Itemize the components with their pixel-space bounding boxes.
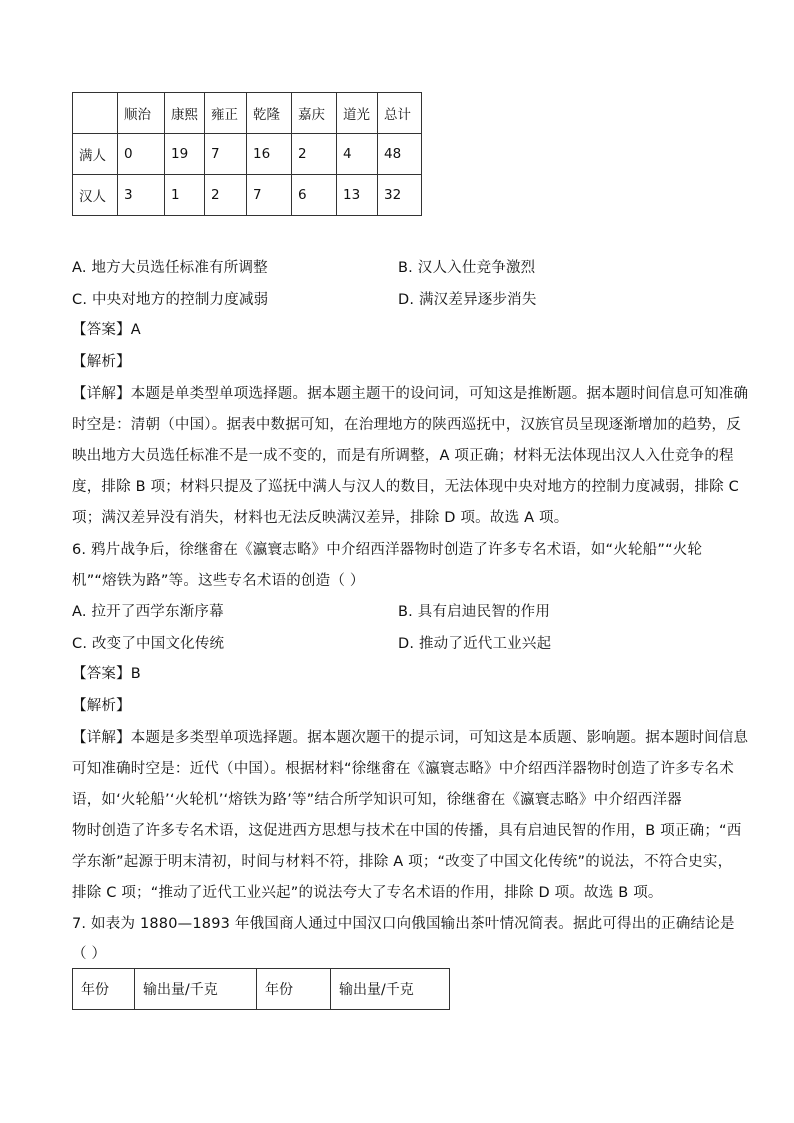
q5-detail-line: 时空是：清朝（中国）。据表中数据可知，在治理地方的陕西巡抚中，汉族官员呈现逐渐增加的趋势，反 (72, 417, 741, 433)
q5-analysis-label: 【解析】 (72, 354, 131, 370)
q5-answer: 【答案】A (72, 322, 141, 338)
q6-answer: 【答案】B (72, 666, 141, 682)
q6-option-c: C. 改变了中国文化传统 (72, 636, 225, 652)
q5-detail-line: 映出地方大员选任标准不是一成不变的，而是有所调整，A 项正确；材料无法体现出汉人入仕竞争的程 (72, 448, 734, 464)
q5-option-c: C. 中央对地方的控制力度减弱 (72, 292, 269, 308)
table-cell: 道光 (337, 93, 378, 134)
table-cell: 年份 (257, 969, 331, 1010)
q5-option-a: A. 地方大员选任标准有所调整 (72, 260, 268, 276)
table-cell: 满人 (73, 134, 118, 175)
tea-export-table (72, 968, 450, 1010)
table-row (73, 134, 422, 175)
table-cell: 输出量/千克 (331, 969, 450, 1010)
q5-detail-line: 项；满汉差异没有消失，材料也无法反映满汉差异，排除 D 项。故选 A 项。 (72, 510, 569, 526)
table-cell: 嘉庆 (292, 93, 337, 134)
q6-detail-line: 排除 C 项；“推动了近代工业兴起”的说法夸大了专名术语的作用，排除 D 项。故选 B 项。 (72, 885, 663, 901)
table-cell: 4 (337, 134, 378, 175)
official-count-table (72, 92, 422, 216)
table-cell: 总计 (378, 93, 422, 134)
table-row (73, 175, 422, 216)
table-cell: 年份 (73, 969, 135, 1010)
table-cell: 2 (205, 175, 247, 216)
table-cell: 6 (292, 175, 337, 216)
table-cell: 7 (247, 175, 292, 216)
q6-option-b: B. 具有启迪民智的作用 (398, 604, 551, 620)
table-cell (73, 93, 118, 134)
table-cell: 32 (378, 175, 422, 216)
table-cell: 雍正 (205, 93, 247, 134)
table-cell: 顺治 (118, 93, 165, 134)
table-cell: 乾隆 (247, 93, 292, 134)
table-cell: 7 (205, 134, 247, 175)
table-cell: 康熙 (165, 93, 205, 134)
table-cell: 13 (337, 175, 378, 216)
q6-detail-line: 学东渐”起源于明末清初，时间与材料不符，排除 A 项；“改变了中国文化传统”的说法，不符合史实， (72, 854, 733, 870)
table-cell: 1 (165, 175, 205, 216)
q5-detail-line: 度，排除 B 项；材料只提及了巡抚中满人与汉人的数目，无法体现中央对地方的控制力度减弱，排除 C (72, 479, 739, 495)
table-cell: 19 (165, 134, 205, 175)
q6-option-d: D. 推动了近代工业兴起 (398, 636, 552, 652)
q5-option-d: D. 满汉差异逐步消失 (398, 292, 537, 308)
q5-detail-line: 【详解】本题是单类型单项选择题。据本题主题干的设问词，可知这是推断题。据本题时间信息可知准确 (72, 386, 749, 402)
q6-analysis-label: 【解析】 (72, 698, 131, 714)
q5-option-b: B. 汉人入仕竞争激烈 (398, 260, 536, 276)
q7-stem-line: （ ） (72, 946, 107, 962)
table-cell: 3 (118, 175, 165, 216)
q6-stem-line: 机”“熔铁为路”等。这些专名术语的创造（ ） (72, 573, 365, 589)
table-cell: 输出量/千克 (135, 969, 257, 1010)
q6-detail-line: 物时创造了许多专名术语，这促进西方思想与技术在中国的传播，具有启迪民智的作用，B 项正确；“西 (72, 823, 742, 839)
q7-stem-line: 7. 如表为 1880—1893 年俄国商人通过中国汉口向俄国输出茶叶情况简表。据此可得出的正确结论是 (72, 916, 735, 932)
table-header-row (73, 969, 450, 1010)
q6-detail-line: 可知准确时空是：近代（中国）。根据材料“徐继畬在《瀛寰志略》中介绍西洋器物时创造了许多专名术 (72, 761, 734, 777)
table-cell: 0 (118, 134, 165, 175)
table-cell: 2 (292, 134, 337, 175)
q6-stem-line: 6. 鸦片战争后，徐继畬在《瀛寰志略》中介绍西洋器物时创造了许多专名术语，如“火轮船”“火轮 (72, 542, 703, 558)
table-cell: 汉人 (73, 175, 118, 216)
table-cell: 16 (247, 134, 292, 175)
q6-option-a: A. 拉开了西学东渐序幕 (72, 604, 224, 620)
table-header-row (73, 93, 422, 134)
q6-detail-line: 【详解】本题是多类型单项选择题。据本题次题干的提示词，可知这是本质题、影响题。据本题时间信息 (72, 730, 749, 746)
table-cell: 48 (378, 134, 422, 175)
q6-detail-line: 语，如‘火轮船’‘火轮机’‘熔铁为路’等”结合所学知识可知，徐继畬在《瀛寰志略》中介绍西洋器 (72, 792, 682, 808)
